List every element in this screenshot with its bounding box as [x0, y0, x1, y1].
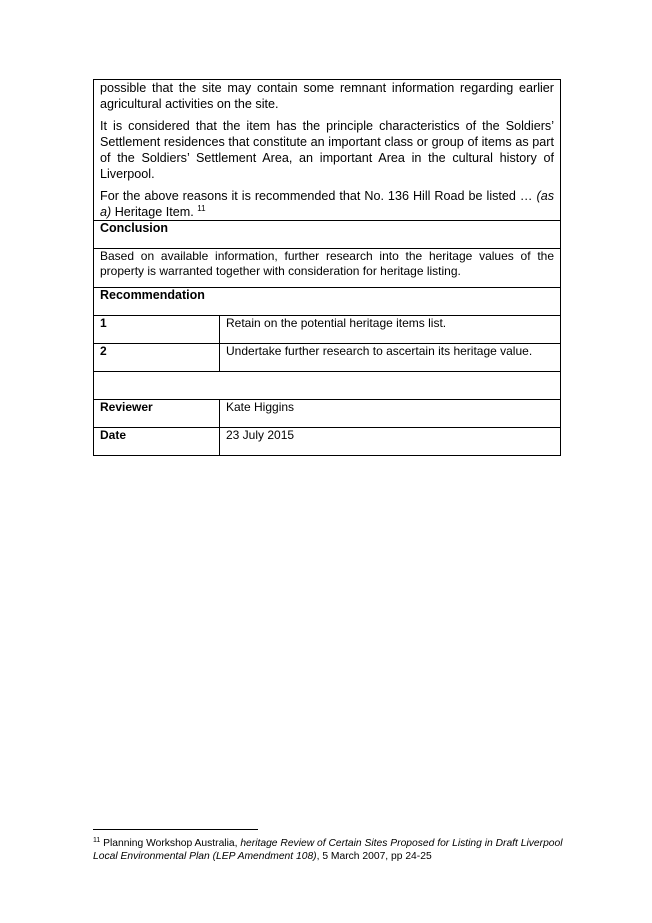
empty-row [94, 372, 561, 400]
conclusion-text-row [94, 249, 561, 288]
recommendation-statement: For the above reasons it is recommended that No. 136 Hill Road be listed … [100, 189, 533, 203]
significance-paragraph-2: It is considered that the item has the principle characteristics of the Soldiers’ Settlement residences that constitute an important class or group of items as part of the Soldiers’ Settlement Area, an important Area in the cultural history of Liverpool. [100, 119, 554, 181]
conclusion-text: Based on available information, further research into the heritage values of the property is warranted together with consideration for heritage listing. [94, 249, 561, 288]
date-row [94, 428, 561, 456]
significance-row [94, 80, 561, 221]
recommendation-text: Retain on the potential heritage items list. [220, 316, 561, 344]
footnote-reference[interactable]: 11 [197, 204, 206, 213]
empty-cell [94, 372, 561, 400]
recommendation-heading-row [94, 288, 561, 316]
significance-cell [94, 80, 561, 221]
recommendation-text: Undertake further research to ascertain its heritage value. [220, 344, 561, 372]
statement-italic: (as a) [100, 189, 555, 219]
recommendation-row [94, 316, 561, 344]
statement-tail: Heritage Item. [111, 205, 194, 219]
date-value: 23 July 2015 [220, 428, 561, 456]
significance-paragraph-3 [100, 188, 554, 220]
heritage-report-table [93, 79, 561, 456]
conclusion-heading-row [94, 221, 561, 249]
recommendation-heading: Recommendation [94, 288, 561, 316]
footnote [93, 837, 563, 863]
footnote-author: Planning Workshop Australia, [100, 838, 241, 849]
reviewer-label: Reviewer [94, 400, 220, 428]
recommendation-number: 2 [94, 344, 220, 372]
footnote-separator [93, 829, 258, 830]
recommendation-number: 1 [94, 316, 220, 344]
recommendation-row [94, 344, 561, 372]
footnote-details: , 5 March 2007, pp 24-25 [316, 851, 432, 862]
reviewer-value: Kate Higgins [220, 400, 561, 428]
reviewer-row [94, 400, 561, 428]
conclusion-heading: Conclusion [94, 221, 561, 249]
footnote-number: 11 [93, 837, 101, 844]
footnote-title: heritage Review of Certain Sites Proposed for Listing in Draft Liverpool Local Environmental Plan (LEP Amendment 108) [93, 838, 563, 862]
significance-paragraph-1: possible that the site may contain some remnant information regarding earlier agricultural activities on the site. [100, 81, 554, 111]
date-label: Date [94, 428, 220, 456]
